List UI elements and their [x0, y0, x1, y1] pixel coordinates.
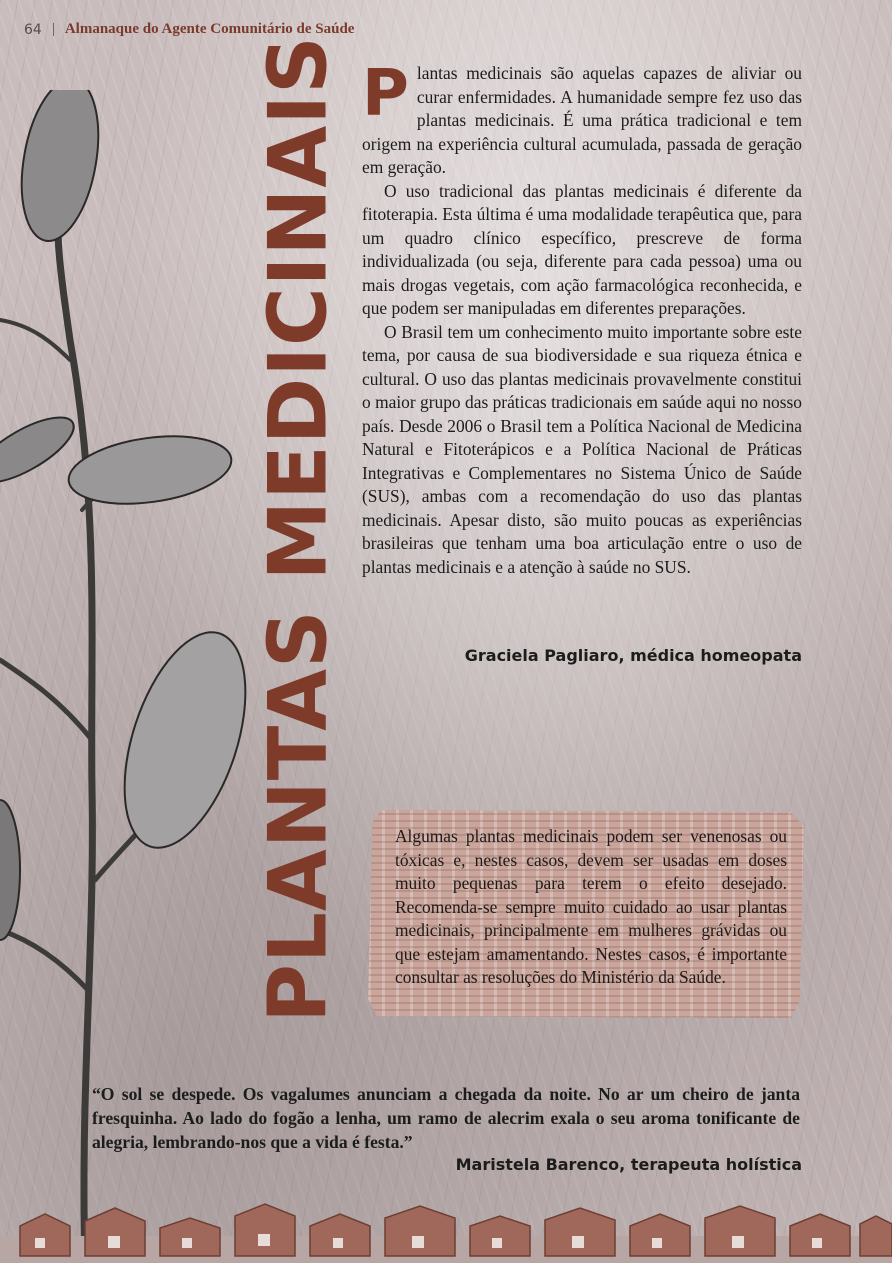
- vertical-title: [252, 35, 345, 1023]
- town-illustration: [0, 1196, 892, 1263]
- house: [860, 1216, 892, 1256]
- article-paragraph: O Brasil tem um conhecimento muito importante sobre este tema, por causa de sua biodiversidade e sua riqueza étnica e cultural. O uso das plantas medicinais provavelmente constitui o maior grupo das práticas tradicionais em saúde aqui no nosso país. Desde 2006 o Brasil tem a Política Nacional de Medicina Natural e Fitoterápicos e a Política Nacional de Práticas Integrativas e Complementares no Sistema Único de Saúde (SUS), ambas com a recomendação do uso das plantas medicinais. Apesar disto, são muito poucas as experiências brasileiras que tenham uma boa articulação entre o uso de plantas medicinais e a atenção à saúde no SUS.: [362, 321, 802, 577]
- article-author: Graciela Pagliaro, médica homeopata: [464, 646, 802, 665]
- paragraph-text: lantas medicinais são aquelas capazes de aliviar ou curar enfermidades. A humanidade sempre fez uso das plantas medicinais. É uma prática tradicional e tem origem na experiência cultural acumulada, passada de geração em geração.: [362, 63, 802, 177]
- plant-branch: [0, 320, 70, 360]
- house: [235, 1204, 295, 1256]
- article-body: [362, 57, 802, 579]
- warning-text: Algumas plantas medicinais podem ser venenosas ou tóxicas e, nestes casos, devem ser usadas em doses muito pequenas para terem o efeito desejado. Recomenda-se sempre muito cuidado ao usar plantas medicinais, principalmente em mulheres grávidas ou que estejam amamentando. Nestes casos, é importante consultar as resoluções do Ministério da Saúde.: [395, 826, 787, 987]
- plant-branch: [0, 660, 92, 740]
- house: [470, 1216, 530, 1256]
- plant-leaf: [10, 90, 109, 247]
- article-paragraph: O uso tradicional das plantas medicinais é diferente da fitoterapia. Esta última é uma modalidade terapêutica que, para um quadro clínico específico, prescreve de forma individualizada (ou seja, diferente para cada pessoa) uma ou mais drogas vegetais, com ação farmacológica reconhecida, e que podem ser manipuladas em diferentes preparações.: [362, 180, 802, 318]
- house: [705, 1206, 775, 1256]
- house: [630, 1214, 690, 1256]
- house: [790, 1214, 850, 1256]
- publication-title: Almanaque do Agente Comunitário de Saúde: [64, 21, 355, 37]
- plant-leaf: [101, 617, 260, 862]
- house: [20, 1214, 70, 1256]
- house: [385, 1206, 455, 1256]
- quote-text: “O sol se despede. Os vagalumes anunciam a chegada da noite. No ar um cheiro de janta fresquinha. Ao lado do fogão a lenha, um ramo de alecrim exala o seu aroma tonificante de alegria, lembrando-nos que a vida é festa.”: [92, 1084, 800, 1152]
- house: [310, 1214, 370, 1256]
- title-text: PLANTAS MEDICINAIS: [252, 35, 345, 1023]
- page-number: 64: [24, 21, 42, 38]
- quote-author: Maristela Barenco, terapeuta holística: [455, 1155, 802, 1174]
- drop-cap: P: [362, 57, 409, 131]
- article-paragraph: [362, 57, 802, 180]
- house: [160, 1218, 220, 1256]
- plant-branch: [0, 930, 88, 990]
- house: [85, 1208, 145, 1256]
- house: [545, 1208, 615, 1256]
- header-separator: |: [51, 21, 55, 37]
- plant-leaf: [0, 800, 20, 940]
